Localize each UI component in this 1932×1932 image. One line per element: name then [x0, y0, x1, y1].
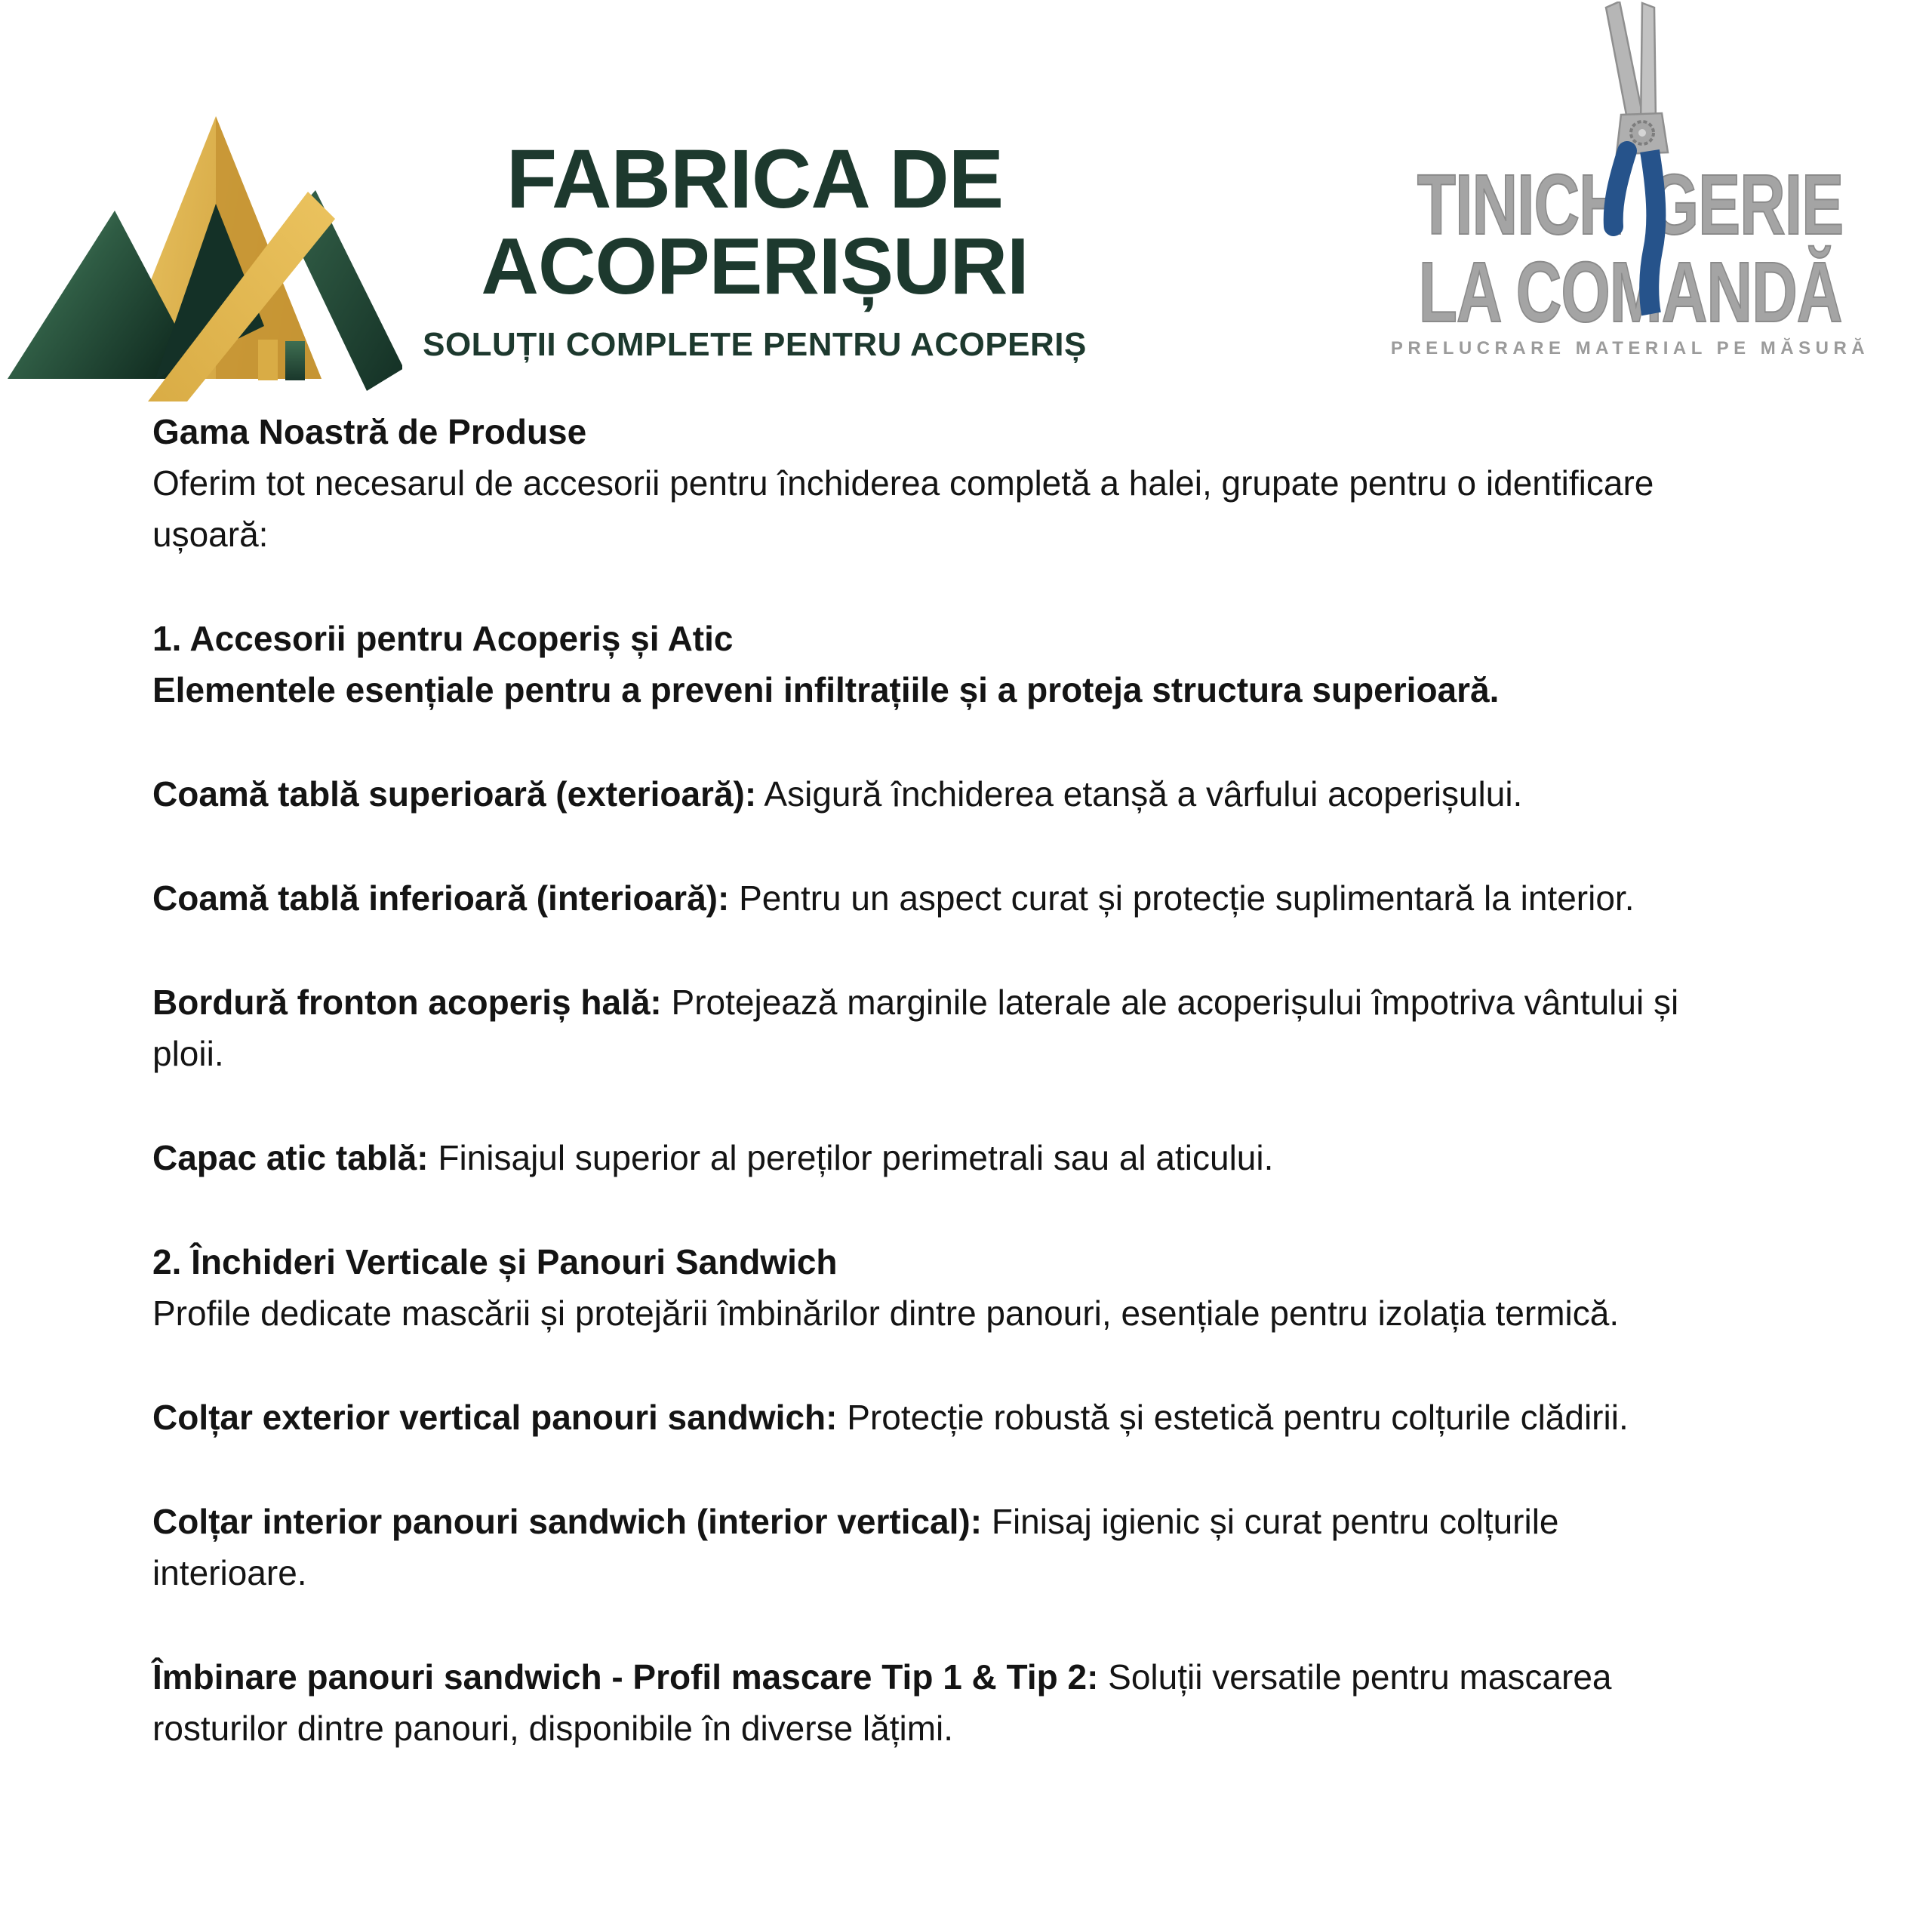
line-regular-text: Protejează marginile laterale ale acoperișului împotriva vântului și [661, 983, 1679, 1022]
wordmark-right-part: GERIE [1649, 156, 1844, 253]
line-regular-text: Finisajul superior al pereților perimetrali sau al aticului. [428, 1138, 1274, 1177]
imbinare-panouri-item [152, 1651, 1926, 1754]
text-line [152, 1236, 1926, 1287]
coltar-interior-item [152, 1496, 1926, 1598]
line-bold-text: Bordură fronton acoperiș hală: [152, 983, 662, 1022]
line-bold-text: Coamă tablă superioară (exterioară): [152, 774, 757, 814]
section-2-heading-group [152, 1236, 1926, 1339]
snips-long-handle [1649, 151, 1656, 314]
line-regular-text: ușoară: [152, 515, 269, 554]
tinichigerie-tagline: PRELUCRARE MATERIAL PE MĂSURĂ [1390, 338, 1870, 358]
mountain-roof-logo-icon [6, 106, 402, 401]
brand-tagline: SOLUȚII COMPLETE PENTRU ACOPERIȘ [423, 326, 1087, 363]
section-1-heading-group [152, 613, 1926, 715]
text-line [152, 1703, 1926, 1754]
line-regular-text: interioare. [152, 1553, 307, 1592]
line-bold-text: Colțar exterior vertical panouri sandwich: [152, 1398, 838, 1437]
text-line [152, 1547, 1926, 1598]
text-line [152, 872, 1926, 924]
snips-left-blade [1606, 2, 1644, 127]
gold-window-shape [258, 340, 278, 380]
tin-snips-icon [1577, 2, 1706, 326]
line-bold-text: Gama Noastră de Produse [152, 412, 587, 451]
text-line [152, 1028, 1926, 1079]
line-bold-text: 1. Accesorii pentru Acoperiș și Atic [152, 619, 734, 658]
tinichigerie-logo [1385, 0, 1875, 400]
line-regular-text: Pentru un aspect curat și protecție suplimentară la interior. [729, 878, 1635, 918]
snips-right-blade [1641, 3, 1656, 127]
text-line [152, 664, 1926, 715]
line-regular-text: Protecție robustă și estetică pentru colțurile clădirii. [837, 1398, 1629, 1437]
line-bold-text: Îmbinare panouri sandwich - Profil mascare Tip 1 & Tip 2: [152, 1657, 1099, 1697]
coltar-exterior-item [152, 1392, 1926, 1443]
line-regular-text: ploii. [152, 1034, 224, 1073]
product-range-document [152, 406, 1926, 1807]
text-line [152, 1651, 1926, 1703]
capac-atic-item [152, 1132, 1926, 1183]
line-bold-text: Capac atic tablă: [152, 1138, 429, 1177]
text-line [152, 1132, 1926, 1183]
green-window-shape [285, 341, 305, 380]
line-bold-text: Coamă tablă inferioară (interioară): [152, 878, 730, 918]
text-line [152, 457, 1926, 509]
line-bold-text: Elementele esențiale pentru a preveni infiltrațiile și a proteja structura superioară. [152, 670, 1500, 709]
brand-title-line2: ACOPERIȘURI [481, 222, 1029, 311]
text-line [152, 613, 1926, 664]
line-bold-text: 2. Închideri Verticale și Panouri Sandwich [152, 1242, 838, 1281]
coama-inferioara-item [152, 872, 1926, 924]
line-regular-text: rosturilor dintre panouri, disponibile în diverse lățimi. [152, 1709, 954, 1748]
fabrica-de-acoperisuri-logo [423, 133, 1087, 364]
line-bold-text: Colțar interior panouri sandwich (interior vertical): [152, 1502, 983, 1541]
text-line [152, 1287, 1926, 1339]
bordura-fronton-item [152, 977, 1926, 1079]
text-line [152, 1496, 1926, 1547]
snips-short-handle [1614, 151, 1627, 226]
wordmark-left-part: TINICH [1417, 156, 1624, 253]
wordmark-line2: LA COMANDĂ [1418, 244, 1842, 340]
text-line [152, 977, 1926, 1028]
text-line [152, 406, 1926, 457]
text-line [152, 1392, 1926, 1443]
snips-pivot-hole [1638, 129, 1646, 137]
coama-superioara-item [152, 768, 1926, 820]
line-regular-text: Asigură închiderea etanșă a vârfului acoperișului. [756, 774, 1523, 814]
line-regular-text: Profile dedicate mascării și protejării îmbinărilor dintre panouri, esențiale pentru izolația termică. [152, 1294, 1620, 1333]
brand-title-line1: FABRICA DE [506, 133, 1004, 226]
line-regular-text: Soluții versatile pentru mascarea [1098, 1657, 1612, 1697]
text-line [152, 509, 1926, 560]
text-line [152, 768, 1926, 820]
line-regular-text: Oferim tot necesarul de accesorii pentru închiderea completă a halei, grupate pentru o identificare [152, 463, 1654, 503]
intro-group [152, 406, 1926, 560]
line-regular-text: Finisaj igienic și curat pentru colțurile [982, 1502, 1559, 1541]
